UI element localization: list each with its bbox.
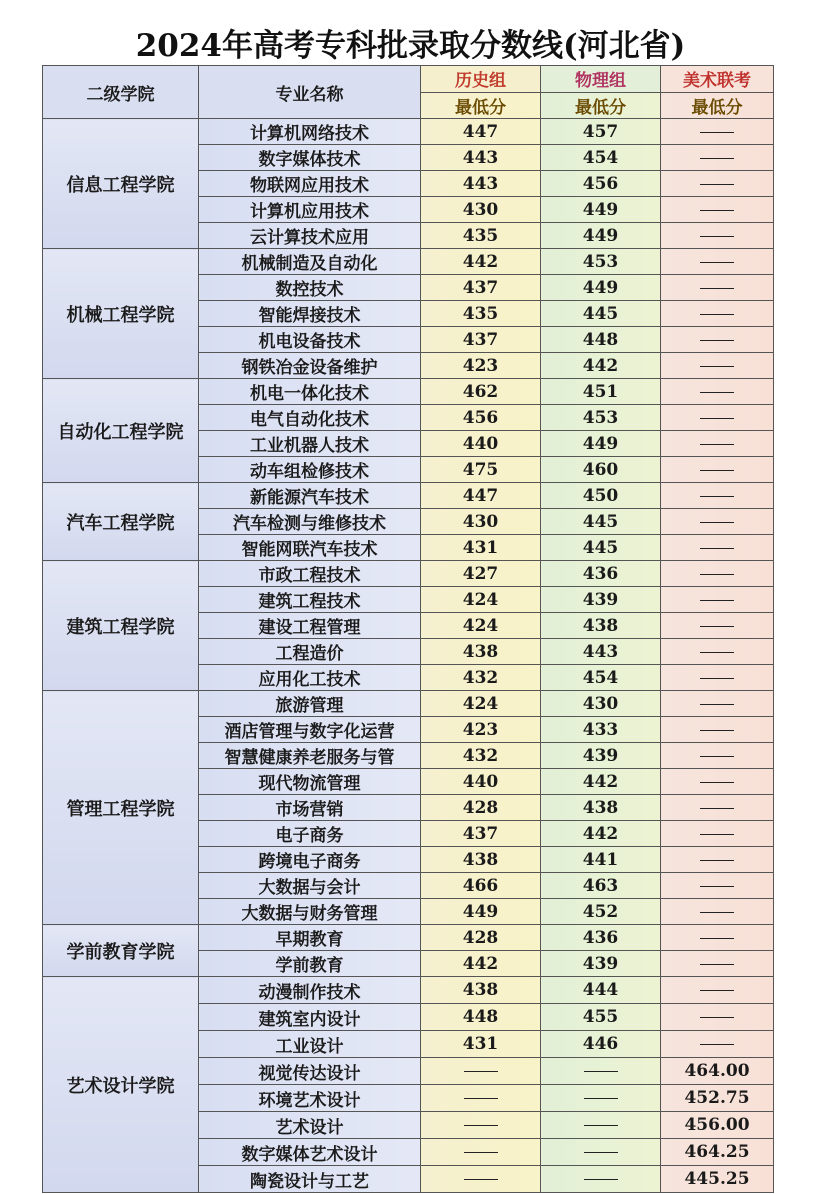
dash-placeholder — [700, 288, 734, 289]
dash-placeholder — [700, 470, 734, 471]
dash-placeholder — [700, 184, 734, 185]
major-name: 动漫制作技术 — [199, 977, 421, 1004]
major-name: 艺术设计 — [199, 1112, 421, 1139]
major-name: 工业机器人技术 — [199, 431, 421, 457]
art-min-score — [661, 457, 774, 483]
art-min-score — [661, 691, 774, 717]
physics-min-score: 439 — [541, 587, 661, 613]
major-name: 智慧健康养老服务与管 — [199, 743, 421, 769]
history-min-score: 448 — [421, 1004, 541, 1031]
physics-min-score: 460 — [541, 457, 661, 483]
history-min-score: 447 — [421, 119, 541, 145]
dash-placeholder — [464, 1098, 498, 1099]
page-title: 2024年高考专科批录取分数线(河北省) — [135, 28, 686, 64]
major-name: 现代物流管理 — [199, 769, 421, 795]
art-min-score — [661, 743, 774, 769]
art-min-score — [661, 561, 774, 587]
history-min-score: 440 — [421, 431, 541, 457]
dash-placeholder — [584, 1125, 618, 1126]
physics-min-score: 463 — [541, 873, 661, 899]
art-min-score: 464.25 — [661, 1139, 774, 1166]
art-min-score — [661, 769, 774, 795]
physics-min-score: 448 — [541, 327, 661, 353]
physics-min-score: 456 — [541, 171, 661, 197]
major-name: 动车组检修技术 — [199, 457, 421, 483]
art-min-score — [661, 535, 774, 561]
header-physics-min: 最低分 — [541, 92, 661, 119]
table-row — [43, 379, 774, 405]
dash-placeholder — [584, 1152, 618, 1153]
history-min-score: 428 — [421, 795, 541, 821]
major-name: 计算机网络技术 — [199, 119, 421, 145]
history-min-score: 432 — [421, 665, 541, 691]
dash-placeholder — [464, 1125, 498, 1126]
physics-min-score — [541, 1058, 661, 1085]
history-min-score: 438 — [421, 639, 541, 665]
major-name: 建筑室内设计 — [199, 1004, 421, 1031]
table-row — [43, 483, 774, 509]
college-name: 汽车工程学院 — [43, 483, 199, 561]
dash-placeholder — [700, 808, 734, 809]
major-name: 工程造价 — [199, 639, 421, 665]
physics-min-score: 446 — [541, 1031, 661, 1058]
dash-placeholder — [700, 704, 734, 705]
physics-min-score: 451 — [541, 379, 661, 405]
art-min-score — [661, 119, 774, 145]
history-min-score: 424 — [421, 613, 541, 639]
major-name: 计算机应用技术 — [199, 197, 421, 223]
table-row — [43, 561, 774, 587]
history-min-score: 424 — [421, 587, 541, 613]
dash-placeholder — [700, 912, 734, 913]
physics-min-score: 449 — [541, 197, 661, 223]
art-min-score — [661, 821, 774, 847]
physics-min-score: 445 — [541, 509, 661, 535]
art-min-score — [661, 587, 774, 613]
history-min-score: 431 — [421, 1031, 541, 1058]
physics-min-score: 441 — [541, 847, 661, 873]
history-min-score: 442 — [421, 951, 541, 977]
header-major: 专业名称 — [199, 66, 421, 119]
history-min-score: 442 — [421, 249, 541, 275]
dash-placeholder — [700, 366, 734, 367]
header-art-min: 最低分 — [661, 92, 774, 119]
art-min-score — [661, 171, 774, 197]
college-name: 建筑工程学院 — [43, 561, 199, 691]
history-min-score: 428 — [421, 925, 541, 951]
major-name: 建筑工程技术 — [199, 587, 421, 613]
art-min-score — [661, 197, 774, 223]
physics-min-score: 439 — [541, 743, 661, 769]
header-art-group: 美术联考 — [661, 66, 774, 93]
physics-min-score: 445 — [541, 535, 661, 561]
art-min-score: 456.00 — [661, 1112, 774, 1139]
history-min-score: 466 — [421, 873, 541, 899]
major-name: 跨境电子商务 — [199, 847, 421, 873]
art-min-score — [661, 223, 774, 249]
dash-placeholder — [700, 210, 734, 211]
major-name: 酒店管理与数字化运营 — [199, 717, 421, 743]
dash-placeholder — [700, 678, 734, 679]
major-name: 电子商务 — [199, 821, 421, 847]
history-min-score: 437 — [421, 275, 541, 301]
history-min-score — [421, 1085, 541, 1112]
physics-min-score: 436 — [541, 925, 661, 951]
dash-placeholder — [700, 1017, 734, 1018]
art-min-score — [661, 951, 774, 977]
dash-placeholder — [700, 132, 734, 133]
art-min-score — [661, 795, 774, 821]
history-min-score: 475 — [421, 457, 541, 483]
major-name: 视觉传达设计 — [199, 1058, 421, 1085]
history-min-score — [421, 1058, 541, 1085]
major-name: 环境艺术设计 — [199, 1085, 421, 1112]
major-name: 市场营销 — [199, 795, 421, 821]
history-min-score: 435 — [421, 223, 541, 249]
major-name: 汽车检测与维修技术 — [199, 509, 421, 535]
major-name: 工业设计 — [199, 1031, 421, 1058]
dash-placeholder — [464, 1071, 498, 1072]
history-min-score: 438 — [421, 977, 541, 1004]
dash-placeholder — [700, 938, 734, 939]
table-body — [43, 119, 774, 1193]
physics-min-score: 454 — [541, 145, 661, 171]
art-min-score — [661, 301, 774, 327]
major-name: 电气自动化技术 — [199, 405, 421, 431]
art-min-score — [661, 899, 774, 925]
dash-placeholder — [700, 730, 734, 731]
physics-min-score: 445 — [541, 301, 661, 327]
dash-placeholder — [700, 496, 734, 497]
score-table — [42, 65, 774, 1193]
history-min-score — [421, 1139, 541, 1166]
dash-placeholder — [700, 964, 734, 965]
major-name: 机械制造及自动化 — [199, 249, 421, 275]
major-name: 大数据与财务管理 — [199, 899, 421, 925]
major-name: 大数据与会计 — [199, 873, 421, 899]
history-min-score: 462 — [421, 379, 541, 405]
table-row — [43, 977, 774, 1004]
history-min-score: 432 — [421, 743, 541, 769]
major-name: 学前教育 — [199, 951, 421, 977]
dash-placeholder — [700, 782, 734, 783]
dash-placeholder — [700, 834, 734, 835]
physics-min-score — [541, 1085, 661, 1112]
history-min-score — [421, 1166, 541, 1193]
header-history-group: 历史组 — [421, 66, 541, 93]
dash-placeholder — [700, 990, 734, 991]
physics-min-score: 452 — [541, 899, 661, 925]
art-min-score — [661, 665, 774, 691]
history-min-score: 423 — [421, 717, 541, 743]
art-min-score: 464.00 — [661, 1058, 774, 1085]
art-min-score: 452.75 — [661, 1085, 774, 1112]
dash-placeholder — [700, 860, 734, 861]
major-name: 数字媒体技术 — [199, 145, 421, 171]
dash-placeholder — [700, 756, 734, 757]
major-name: 旅游管理 — [199, 691, 421, 717]
physics-min-score: 438 — [541, 795, 661, 821]
major-name: 钢铁冶金设备维护 — [199, 353, 421, 379]
major-name: 智能网联汽车技术 — [199, 535, 421, 561]
history-min-score: 437 — [421, 821, 541, 847]
header-physics-group: 物理组 — [541, 66, 661, 93]
art-min-score — [661, 509, 774, 535]
history-min-score: 437 — [421, 327, 541, 353]
history-min-score: 431 — [421, 535, 541, 561]
art-min-score — [661, 873, 774, 899]
physics-min-score: 444 — [541, 977, 661, 1004]
college-name: 机械工程学院 — [43, 249, 199, 379]
art-min-score — [661, 717, 774, 743]
table-row — [43, 119, 774, 145]
art-min-score — [661, 275, 774, 301]
art-min-score — [661, 613, 774, 639]
physics-min-score: 453 — [541, 249, 661, 275]
physics-min-score: 438 — [541, 613, 661, 639]
major-name: 智能焊接技术 — [199, 301, 421, 327]
history-min-score: 447 — [421, 483, 541, 509]
header-college: 二级学院 — [43, 66, 199, 119]
major-name: 新能源汽车技术 — [199, 483, 421, 509]
art-min-score — [661, 405, 774, 431]
art-min-score — [661, 925, 774, 951]
history-min-score: 427 — [421, 561, 541, 587]
major-name: 数控技术 — [199, 275, 421, 301]
physics-min-score: 454 — [541, 665, 661, 691]
art-min-score — [661, 327, 774, 353]
physics-min-score: 442 — [541, 353, 661, 379]
dash-placeholder — [584, 1071, 618, 1072]
dash-placeholder — [700, 652, 734, 653]
dash-placeholder — [700, 158, 734, 159]
art-min-score — [661, 847, 774, 873]
physics-min-score: 442 — [541, 821, 661, 847]
art-min-score — [661, 353, 774, 379]
dash-placeholder — [700, 600, 734, 601]
major-name: 建设工程管理 — [199, 613, 421, 639]
dash-placeholder — [700, 262, 734, 263]
history-min-score — [421, 1112, 541, 1139]
dash-placeholder — [700, 340, 734, 341]
physics-min-score — [541, 1166, 661, 1193]
history-min-score: 430 — [421, 197, 541, 223]
physics-min-score: 433 — [541, 717, 661, 743]
dash-placeholder — [700, 574, 734, 575]
physics-min-score: 449 — [541, 431, 661, 457]
major-name: 数字媒体艺术设计 — [199, 1139, 421, 1166]
dash-placeholder — [700, 886, 734, 887]
dash-placeholder — [700, 1044, 734, 1045]
table-row — [43, 925, 774, 951]
history-min-score: 443 — [421, 171, 541, 197]
physics-min-score: 442 — [541, 769, 661, 795]
dash-placeholder — [584, 1098, 618, 1099]
dash-placeholder — [700, 418, 734, 419]
art-min-score: 445.25 — [661, 1166, 774, 1193]
major-name: 应用化工技术 — [199, 665, 421, 691]
physics-min-score: 453 — [541, 405, 661, 431]
header-history-min: 最低分 — [421, 92, 541, 119]
dash-placeholder — [700, 522, 734, 523]
major-name: 云计算技术应用 — [199, 223, 421, 249]
college-name: 学前教育学院 — [43, 925, 199, 977]
major-name: 早期教育 — [199, 925, 421, 951]
history-min-score: 449 — [421, 899, 541, 925]
art-min-score — [661, 431, 774, 457]
dash-placeholder — [700, 236, 734, 237]
dash-placeholder — [700, 444, 734, 445]
history-min-score: 443 — [421, 145, 541, 171]
art-min-score — [661, 379, 774, 405]
art-min-score — [661, 145, 774, 171]
dash-placeholder — [464, 1152, 498, 1153]
major-name: 陶瓷设计与工艺 — [199, 1166, 421, 1193]
college-name: 管理工程学院 — [43, 691, 199, 925]
dash-placeholder — [700, 314, 734, 315]
dash-placeholder — [700, 548, 734, 549]
physics-min-score: 436 — [541, 561, 661, 587]
physics-min-score: 449 — [541, 223, 661, 249]
dash-placeholder — [700, 392, 734, 393]
table-row — [43, 249, 774, 275]
physics-min-score: 443 — [541, 639, 661, 665]
dash-placeholder — [464, 1179, 498, 1180]
history-min-score: 423 — [421, 353, 541, 379]
major-name: 市政工程技术 — [199, 561, 421, 587]
table-row — [43, 691, 774, 717]
major-name: 物联网应用技术 — [199, 171, 421, 197]
physics-min-score: 449 — [541, 275, 661, 301]
dash-placeholder — [700, 626, 734, 627]
history-min-score: 435 — [421, 301, 541, 327]
history-min-score: 430 — [421, 509, 541, 535]
physics-min-score: 457 — [541, 119, 661, 145]
physics-min-score: 430 — [541, 691, 661, 717]
history-min-score: 438 — [421, 847, 541, 873]
physics-min-score — [541, 1112, 661, 1139]
art-min-score — [661, 1004, 774, 1031]
major-name: 机电一体化技术 — [199, 379, 421, 405]
dash-placeholder — [584, 1179, 618, 1180]
history-min-score: 456 — [421, 405, 541, 431]
physics-min-score: 439 — [541, 951, 661, 977]
major-name: 机电设备技术 — [199, 327, 421, 353]
college-name: 信息工程学院 — [43, 119, 199, 249]
history-min-score: 440 — [421, 769, 541, 795]
history-min-score: 424 — [421, 691, 541, 717]
physics-min-score: 455 — [541, 1004, 661, 1031]
art-min-score — [661, 639, 774, 665]
college-name: 自动化工程学院 — [43, 379, 199, 483]
physics-min-score — [541, 1139, 661, 1166]
physics-min-score: 450 — [541, 483, 661, 509]
art-min-score — [661, 249, 774, 275]
art-min-score — [661, 483, 774, 509]
art-min-score — [661, 977, 774, 1004]
art-min-score — [661, 1031, 774, 1058]
college-name: 艺术设计学院 — [43, 977, 199, 1193]
